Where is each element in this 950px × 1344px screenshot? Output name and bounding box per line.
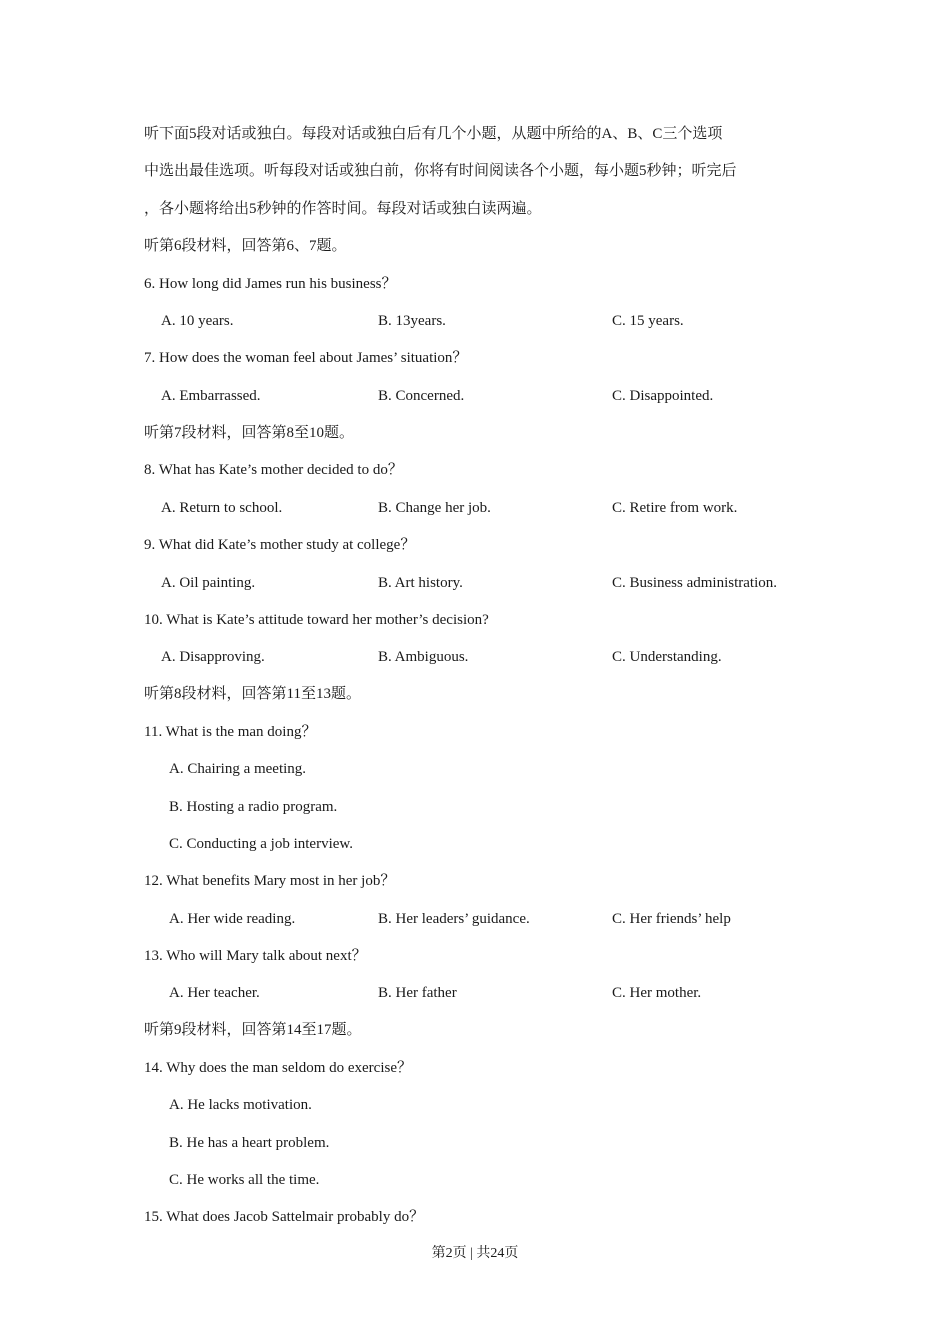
question-12-option-c: C. Her friends’ help [612,911,731,927]
question-13-option-a: A. Her teacher. [169,985,260,1001]
question-6: 6. How long did James run his business？ [144,276,397,292]
question-14: 14. Why does the man seldom do exercise？ [144,1060,412,1076]
page-footer: 第2页 | 共24页 [431,1246,519,1261]
question-12-option-a: A. Her wide reading. [169,911,296,927]
question-13-option-c: C. Her mother. [612,985,702,1001]
instructions-line-3: ，各小题将给出5秒钟的作答时间。每段对话或独白读两遍。 [144,201,542,217]
question-11-option-b: B. Hosting a radio program. [169,799,338,815]
instructions-line-1: 听下面5段对话或独白。每段对话或独白后有几个小题，从题中所给的A、B、C三个选项 [144,126,723,142]
question-8-option-b: B. Change her job. [378,500,491,516]
question-9: 9. What did Kate’s mother study at college？ [144,537,416,553]
question-6-option-c: C. 15 years. [612,313,684,329]
question-7-option-c: C. Disappointed. [612,388,714,404]
section-header: 听第9段材料，回答第14至17题。 [144,1022,362,1038]
question-8: 8. What has Kate’s mother decided to do？ [144,462,403,478]
question-12-option-b: B. Her leaders’ guidance. [378,911,530,927]
question-9-option-a: A. Oil painting. [161,575,256,591]
question-9-option-b: B. Art history. [378,575,463,591]
question-14-option-b: B. He has a heart problem. [169,1135,330,1151]
question-8-option-a: A. Return to school. [161,500,283,516]
question-11: 11. What is the man doing？ [144,724,317,740]
instructions-line-2: 中选出最佳选项。听每段对话或独白前，你将有时间阅读各个小题，每小题5秒钟；听完后 [144,163,737,179]
question-8-option-c: C. Retire from work. [612,500,738,516]
question-6-option-b: B. 13years. [378,313,446,329]
question-7-option-b: B. Concerned. [378,388,465,404]
question-10-option-a: A. Disapproving. [161,649,265,665]
question-7-option-a: A. Embarrassed. [161,388,261,404]
question-7: 7. How does the woman feel about James’ situation？ [144,350,468,366]
section-header: 听第8段材料，回答第11至13题。 [144,686,361,702]
section-header: 听第7段材料，回答第8至10题。 [144,425,355,441]
question-13-option-b: B. Her father [378,985,457,1001]
question-10: 10. What is Kate’s attitude toward her mother’s decision? [144,612,489,628]
question-13: 13. Who will Mary talk about next？ [144,948,367,964]
question-10-option-b: B. Ambiguous. [378,649,469,665]
question-12: 12. What benefits Mary most in her job？ [144,873,396,889]
question-14-option-a: A. He lacks motivation. [169,1097,312,1113]
question-11-option-c: C. Conducting a job interview. [169,836,353,852]
question-11-option-a: A. Chairing a meeting. [169,761,307,777]
question-14-option-c: C. He works all the time. [169,1172,320,1188]
question-10-option-c: C. Understanding. [612,649,722,665]
question-6-option-a: A. 10 years. [161,313,234,329]
question-9-option-c: C. Business administration. [612,575,777,591]
question-15: 15. What does Jacob Sattelmair probably do？ [144,1209,425,1225]
section-header: 听第6段材料，回答第6、7题。 [144,238,347,254]
